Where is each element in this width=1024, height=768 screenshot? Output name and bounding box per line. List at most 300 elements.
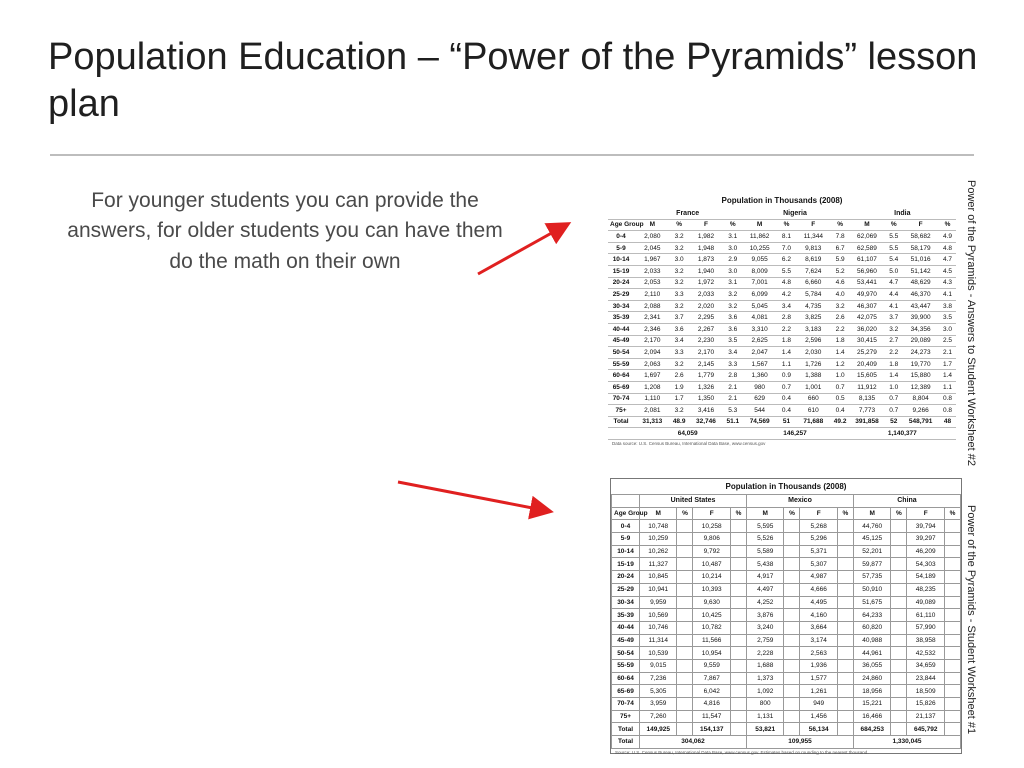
value-cell: 6.7: [832, 242, 849, 254]
value-cell: 4,816: [693, 698, 730, 711]
column-header: %: [778, 219, 795, 231]
value-cell: 1,567: [741, 358, 778, 370]
table-row: [612, 533, 961, 546]
value-cell: [944, 596, 960, 609]
value-cell: [730, 659, 746, 672]
value-cell: 2.1: [939, 347, 956, 359]
value-cell: 53,441: [849, 277, 886, 289]
value-cell: [837, 647, 853, 660]
value-cell: 5.0: [885, 265, 902, 277]
value-cell: 1.4: [778, 347, 795, 359]
value-cell: [784, 596, 800, 609]
value-cell: 0.8: [939, 405, 956, 417]
value-cell: 2.2: [778, 323, 795, 335]
value-cell: [677, 621, 693, 634]
value-cell: 11,566: [693, 634, 730, 647]
value-cell: [730, 634, 746, 647]
value-cell: 3.5: [724, 335, 741, 347]
value-cell: 6,099: [741, 289, 778, 301]
value-cell: 1,967: [634, 254, 671, 266]
country-total-cell: 64,059: [634, 428, 741, 440]
table-row: [612, 698, 961, 711]
value-cell: [837, 583, 853, 596]
value-cell: [730, 621, 746, 634]
table-row: [608, 358, 956, 370]
age-group-cell: 50-54: [608, 347, 634, 359]
value-cell: 1,726: [795, 358, 832, 370]
value-cell: 0.4: [778, 393, 795, 405]
value-cell: 5,438: [746, 558, 783, 571]
value-cell: 1,001: [795, 381, 832, 393]
value-cell: 21,137: [907, 710, 945, 723]
value-cell: 10,845: [640, 571, 677, 584]
value-cell: [784, 533, 800, 546]
value-cell: 3,310: [741, 323, 778, 335]
value-cell: 800: [746, 698, 783, 711]
value-cell: [837, 545, 853, 558]
column-header: M: [634, 219, 671, 231]
value-cell: 9,792: [693, 545, 730, 558]
blank-cell: [608, 208, 634, 219]
total-cell: [944, 723, 960, 736]
value-cell: 9,559: [693, 659, 730, 672]
value-cell: 2,170: [634, 335, 671, 347]
value-cell: 3.2: [724, 300, 741, 312]
value-cell: 48,235: [907, 583, 945, 596]
age-group-cell: 75+: [608, 405, 634, 417]
value-cell: 54,189: [907, 571, 945, 584]
table-row: [608, 289, 956, 301]
value-cell: 1.0: [832, 370, 849, 382]
age-group-cell: 35-39: [612, 609, 640, 622]
value-cell: 544: [741, 405, 778, 417]
value-cell: 3.2: [671, 405, 688, 417]
table-row: [612, 596, 961, 609]
value-cell: 12,389: [902, 381, 939, 393]
value-cell: [944, 609, 960, 622]
value-cell: 10,262: [640, 545, 677, 558]
value-cell: 25,279: [849, 347, 886, 359]
sheet1-source: Data source: U.S. Census Bureau, International Data Base, www.census.gov: [612, 440, 766, 446]
value-cell: 15,826: [907, 698, 945, 711]
value-cell: [730, 672, 746, 685]
value-cell: 46,209: [907, 545, 945, 558]
value-cell: 10,748: [640, 520, 677, 533]
value-cell: 24,273: [902, 347, 939, 359]
column-header: F: [688, 219, 725, 231]
table-row: [612, 647, 961, 660]
value-cell: 5.4: [885, 254, 902, 266]
age-group-cell: 20-24: [608, 277, 634, 289]
value-cell: 5,307: [800, 558, 837, 571]
value-cell: 39,900: [902, 312, 939, 324]
student-worksheet-1: [610, 478, 962, 754]
age-group-cell: 70-74: [608, 393, 634, 405]
total-cell: 548,791: [902, 416, 939, 428]
table-row: [612, 558, 961, 571]
value-cell: [944, 621, 960, 634]
value-cell: 1.4: [885, 370, 902, 382]
age-group-cell: 5-9: [612, 533, 640, 546]
value-cell: 0.8: [939, 393, 956, 405]
value-cell: 34,659: [907, 659, 945, 672]
value-cell: 11,344: [795, 231, 832, 243]
column-header: %: [832, 219, 849, 231]
table-row: [608, 370, 956, 382]
value-cell: 43,447: [902, 300, 939, 312]
sheet1-table: [608, 208, 956, 440]
value-cell: [837, 698, 853, 711]
value-cell: 3.2: [671, 231, 688, 243]
value-cell: [677, 571, 693, 584]
value-cell: [677, 533, 693, 546]
value-cell: 4.9: [939, 231, 956, 243]
value-cell: 5.5: [778, 265, 795, 277]
value-cell: 2,145: [688, 358, 725, 370]
value-cell: 1.1: [939, 381, 956, 393]
age-group-cell: 20-24: [612, 571, 640, 584]
table-row: [608, 393, 956, 405]
value-cell: 3,825: [795, 312, 832, 324]
value-cell: 1.2: [832, 358, 849, 370]
value-cell: 11,314: [640, 634, 677, 647]
age-group-cell: 5-9: [608, 242, 634, 254]
value-cell: 34,356: [902, 323, 939, 335]
value-cell: [891, 571, 907, 584]
value-cell: [944, 571, 960, 584]
value-cell: 11,912: [849, 381, 886, 393]
value-cell: 52,201: [853, 545, 890, 558]
value-cell: 1,697: [634, 370, 671, 382]
table-row: [612, 545, 961, 558]
total-cell: 48.9: [671, 416, 688, 428]
column-header: %: [677, 507, 693, 520]
value-cell: 3.3: [724, 358, 741, 370]
value-cell: 62,589: [849, 242, 886, 254]
value-cell: [784, 710, 800, 723]
table-row: [612, 520, 961, 533]
value-cell: 3.6: [671, 323, 688, 335]
value-cell: 2,030: [795, 347, 832, 359]
value-cell: 2,563: [800, 647, 837, 660]
table-row: [608, 347, 956, 359]
value-cell: 4.5: [939, 265, 956, 277]
age-group-cell: 30-34: [608, 300, 634, 312]
sheet1-caption: Power of the Pyramids - Answers to Student Worksheet #2: [965, 180, 977, 466]
value-cell: 2.1: [724, 381, 741, 393]
column-header: M: [746, 507, 783, 520]
value-cell: 3.2: [671, 242, 688, 254]
column-header: %: [730, 507, 746, 520]
value-cell: [677, 558, 693, 571]
value-cell: 20,409: [849, 358, 886, 370]
value-cell: 10,746: [640, 621, 677, 634]
value-cell: 4.0: [832, 289, 849, 301]
value-cell: [944, 520, 960, 533]
value-cell: 1,092: [746, 685, 783, 698]
value-cell: 46,307: [849, 300, 886, 312]
value-cell: 38,958: [907, 634, 945, 647]
answers-worksheet-2: [608, 193, 956, 448]
sheet2-table: [611, 494, 961, 749]
country-label: China: [853, 495, 960, 508]
column-header: M: [741, 219, 778, 231]
country-total-cell: 1,330,045: [853, 736, 960, 749]
value-cell: [891, 634, 907, 647]
value-cell: 58,179: [902, 242, 939, 254]
value-cell: 4,160: [800, 609, 837, 622]
value-cell: 9,266: [902, 405, 939, 417]
value-cell: [944, 533, 960, 546]
table-row: [608, 381, 956, 393]
value-cell: 18,956: [853, 685, 890, 698]
value-cell: 10,214: [693, 571, 730, 584]
value-cell: 4,987: [800, 571, 837, 584]
value-cell: [784, 634, 800, 647]
country-label: France: [634, 208, 741, 219]
total-cell: 684,253: [853, 723, 890, 736]
value-cell: 2,230: [688, 335, 725, 347]
value-cell: [677, 520, 693, 533]
value-cell: 3.0: [724, 265, 741, 277]
value-cell: 2,295: [688, 312, 725, 324]
table-row: [608, 300, 956, 312]
value-cell: [677, 710, 693, 723]
value-cell: [891, 647, 907, 660]
table-row: [608, 231, 956, 243]
total-cell: 53,821: [746, 723, 783, 736]
value-cell: 54,303: [907, 558, 945, 571]
value-cell: 9,015: [640, 659, 677, 672]
value-cell: 3.2: [724, 289, 741, 301]
value-cell: 40,988: [853, 634, 890, 647]
sheet1-country-row: [608, 208, 956, 219]
value-cell: 46,370: [902, 289, 939, 301]
value-cell: 2,081: [634, 405, 671, 417]
value-cell: [837, 571, 853, 584]
value-cell: 1.9: [671, 381, 688, 393]
value-cell: [837, 596, 853, 609]
value-cell: 3.7: [671, 312, 688, 324]
age-group-cell: 55-59: [608, 358, 634, 370]
value-cell: 2,341: [634, 312, 671, 324]
value-cell: 0.4: [832, 405, 849, 417]
value-cell: 4.8: [939, 242, 956, 254]
value-cell: 36,055: [853, 659, 890, 672]
column-header: F: [902, 219, 939, 231]
value-cell: 3.4: [778, 300, 795, 312]
value-cell: 7,773: [849, 405, 886, 417]
value-cell: 1.7: [671, 393, 688, 405]
age-group-cell: 75+: [612, 710, 640, 723]
value-cell: 1,388: [795, 370, 832, 382]
age-group-header: Age Group: [612, 507, 640, 520]
column-header: M: [853, 507, 890, 520]
column-header: %: [885, 219, 902, 231]
age-group-cell: 35-39: [608, 312, 634, 324]
value-cell: [784, 685, 800, 698]
value-cell: 44,760: [853, 520, 890, 533]
value-cell: 39,297: [907, 533, 945, 546]
value-cell: 3.2: [832, 300, 849, 312]
table-row: [612, 672, 961, 685]
value-cell: 10,569: [640, 609, 677, 622]
value-cell: 3.3: [671, 347, 688, 359]
table-row: [608, 277, 956, 289]
value-cell: 2,596: [795, 335, 832, 347]
table-row: [608, 254, 956, 266]
value-cell: 5,784: [795, 289, 832, 301]
value-cell: [944, 659, 960, 672]
sheet2-caption: Power of the Pyramids - Student Worksheet #1: [965, 505, 977, 735]
value-cell: 0.7: [832, 381, 849, 393]
total-cell: 48: [939, 416, 956, 428]
arrow-to-answers: [478, 225, 566, 274]
total-cell: 74,569: [741, 416, 778, 428]
value-cell: [891, 621, 907, 634]
value-cell: [730, 647, 746, 660]
value-cell: [784, 571, 800, 584]
sheet1-header: Population in Thousands (2008): [721, 196, 843, 205]
value-cell: 4,497: [746, 583, 783, 596]
value-cell: 4.3: [939, 277, 956, 289]
total-cell: 51: [778, 416, 795, 428]
value-cell: 5,045: [741, 300, 778, 312]
value-cell: 949: [800, 698, 837, 711]
value-cell: 2,053: [634, 277, 671, 289]
column-header: %: [891, 507, 907, 520]
total-cell: 56,134: [800, 723, 837, 736]
value-cell: 2,228: [746, 647, 783, 660]
total-cell: [837, 723, 853, 736]
value-cell: 9,055: [741, 254, 778, 266]
value-cell: 2,759: [746, 634, 783, 647]
table-row: [612, 659, 961, 672]
value-cell: 2.8: [724, 370, 741, 382]
total-cell: 149,925: [640, 723, 677, 736]
value-cell: [837, 609, 853, 622]
value-cell: 980: [741, 381, 778, 393]
total-cell: 31,313: [634, 416, 671, 428]
table-row: [608, 265, 956, 277]
age-group-cell: 40-44: [608, 323, 634, 335]
value-cell: [837, 710, 853, 723]
value-cell: [891, 596, 907, 609]
value-cell: 4,081: [741, 312, 778, 324]
value-cell: 3,876: [746, 609, 783, 622]
sheet2-source: Source: U.S. Census Bureau, International Data Base, www.census.gov. Estimates based on rounding to the nearest thousand.: [615, 749, 869, 755]
value-cell: 48,629: [902, 277, 939, 289]
slide-title: Population Education – “Power of the Pyramids” lesson plan: [48, 36, 978, 126]
value-cell: [730, 545, 746, 558]
value-cell: [944, 698, 960, 711]
country-total-cell: 304,062: [640, 736, 747, 749]
sheet2-country-row: [612, 495, 961, 508]
value-cell: 2,625: [741, 335, 778, 347]
value-cell: 3.8: [939, 300, 956, 312]
value-cell: 3.4: [671, 335, 688, 347]
age-group-cell: 60-64: [608, 370, 634, 382]
value-cell: 39,794: [907, 520, 945, 533]
sheet2-header: Population in Thousands (2008): [725, 482, 847, 491]
value-cell: 4.1: [885, 300, 902, 312]
value-cell: 0.5: [832, 393, 849, 405]
value-cell: 3.4: [724, 347, 741, 359]
value-cell: 4,917: [746, 571, 783, 584]
sheet1-total-row: [608, 416, 956, 428]
value-cell: 1,873: [688, 254, 725, 266]
value-cell: 1,779: [688, 370, 725, 382]
total-cell: [730, 723, 746, 736]
value-cell: 3.2: [885, 323, 902, 335]
value-cell: 3.2: [671, 300, 688, 312]
table-row: [612, 685, 961, 698]
value-cell: 15,605: [849, 370, 886, 382]
table-row: [608, 335, 956, 347]
column-header: %: [837, 507, 853, 520]
value-cell: 3.1: [724, 277, 741, 289]
value-cell: 3.3: [671, 289, 688, 301]
value-cell: 2.6: [671, 370, 688, 382]
value-cell: 57,735: [853, 571, 890, 584]
value-cell: [784, 558, 800, 571]
value-cell: 1,373: [746, 672, 783, 685]
value-cell: 44,961: [853, 647, 890, 660]
value-cell: 2,063: [634, 358, 671, 370]
value-cell: 50,910: [853, 583, 890, 596]
table-row: [608, 323, 956, 335]
column-header: F: [907, 507, 945, 520]
value-cell: 610: [795, 405, 832, 417]
value-cell: 2,033: [688, 289, 725, 301]
value-cell: [730, 710, 746, 723]
value-cell: 5.3: [724, 405, 741, 417]
value-cell: 1,208: [634, 381, 671, 393]
column-header: F: [800, 507, 837, 520]
value-cell: [784, 609, 800, 622]
value-cell: 1,688: [746, 659, 783, 672]
value-cell: [784, 672, 800, 685]
value-cell: 15,221: [853, 698, 890, 711]
value-cell: 2,094: [634, 347, 671, 359]
value-cell: 5,589: [746, 545, 783, 558]
value-cell: 5.2: [832, 265, 849, 277]
value-cell: [944, 545, 960, 558]
sheet2-total-row: [612, 723, 961, 736]
value-cell: 1.0: [885, 381, 902, 393]
total-label: Total: [612, 723, 640, 736]
value-cell: [677, 596, 693, 609]
value-cell: 56,960: [849, 265, 886, 277]
value-cell: 10,954: [693, 647, 730, 660]
value-cell: [784, 698, 800, 711]
age-group-cell: 65-69: [608, 381, 634, 393]
value-cell: 1,936: [800, 659, 837, 672]
value-cell: 30,415: [849, 335, 886, 347]
value-cell: 7,001: [741, 277, 778, 289]
value-cell: 5.5: [885, 242, 902, 254]
age-group-cell: 50-54: [612, 647, 640, 660]
table-row: [612, 583, 961, 596]
table-row: [612, 609, 961, 622]
column-header: %: [939, 219, 956, 231]
value-cell: 4,252: [746, 596, 783, 609]
age-group-cell: 15-19: [612, 558, 640, 571]
value-cell: [837, 634, 853, 647]
value-cell: [730, 571, 746, 584]
value-cell: 6.2: [778, 254, 795, 266]
value-cell: 5,371: [800, 545, 837, 558]
